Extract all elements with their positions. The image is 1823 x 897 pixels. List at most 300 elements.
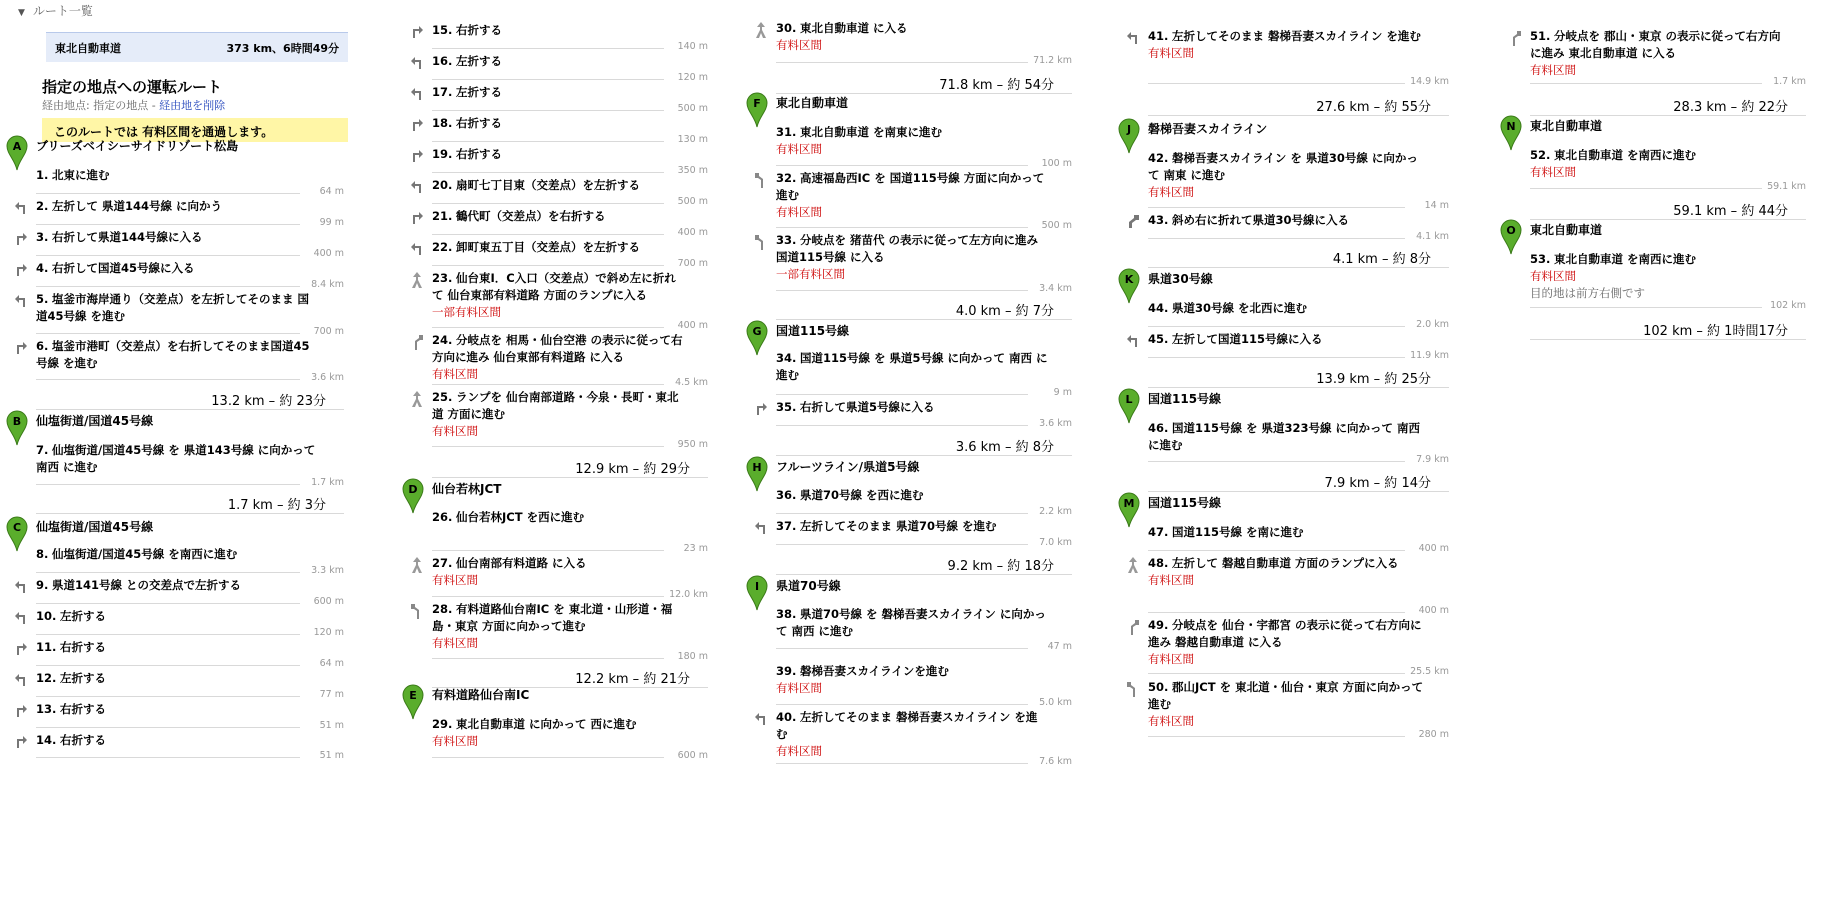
waypoint-label: 仙台若林JCT [432, 482, 502, 496]
svg-text:A: A [12, 140, 22, 153]
map-marker-icon[interactable] [746, 575, 768, 611]
svg-text:O: O [1506, 224, 1516, 237]
step-distance: 64 m [319, 186, 344, 197]
step-divider [1148, 550, 1405, 551]
step-divider [36, 255, 300, 256]
toll-section-label: 有料区間 [432, 636, 478, 650]
step-instruction: 左折する [60, 671, 107, 685]
step-instruction: 左折する [456, 85, 503, 99]
turn-left-icon [410, 55, 426, 71]
turn-left-icon [1126, 30, 1142, 46]
waypoint-label: 東北自動車道 [1530, 119, 1603, 133]
step-instruction: 右折して県道144号線に入る [52, 230, 203, 244]
step-instruction: 仙台若林JCT を西に進む [456, 510, 585, 524]
step-number: 42. [1148, 151, 1169, 165]
direction-step[interactable] [1530, 147, 1782, 181]
step-number: 33. [776, 233, 797, 247]
step-divider [36, 333, 300, 334]
keep-right-icon [410, 334, 426, 350]
direction-step[interactable] [776, 399, 1048, 416]
step-number: 53. [1530, 252, 1551, 266]
step-divider [776, 227, 1028, 228]
map-marker-icon[interactable] [1118, 492, 1140, 528]
segment-summary: 12.2 km – 約 21分 [575, 672, 690, 687]
direction-step[interactable] [776, 487, 1048, 504]
step-instruction: 東北自動車道 に向かって 西に進む [456, 717, 637, 731]
step-divider [1148, 83, 1405, 84]
route-summary-stats: 373 km、6時間49分 [226, 41, 339, 55]
step-instruction: 右折する [456, 147, 503, 161]
step-distance: 51 m [319, 720, 344, 731]
step-number: 11. [36, 640, 57, 654]
segment-summary: 4.0 km – 約 7分 [955, 304, 1054, 319]
step-distance: 3.6 km [311, 372, 344, 383]
step-instruction: 国道115号線 を南に進む [1172, 525, 1304, 539]
step-instruction: 右折する [456, 116, 503, 130]
step-instruction: 磐梯吾妻スカイライン を 県道30号線 に向かって 南東 に進む [1148, 151, 1418, 182]
step-number: 52. [1530, 148, 1551, 162]
direction-step[interactable] [432, 115, 684, 132]
route-list-label: ルート一覧 [32, 4, 93, 18]
step-divider [432, 141, 664, 142]
step-distance: 2.0 km [1416, 319, 1449, 330]
direction-step[interactable] [776, 170, 1048, 221]
step-distance: 3.6 km [1039, 418, 1072, 429]
step-divider [1530, 307, 1762, 308]
segment-summary: 13.2 km – 約 23分 [211, 394, 326, 409]
step-distance: 3.3 km [311, 565, 344, 576]
step-number: 14. [36, 733, 57, 747]
waypoint-label: フルーツライン/県道5号線 [776, 460, 920, 474]
step-distance: 500 m [1041, 220, 1072, 231]
step-divider [432, 550, 664, 551]
toll-section-label: 有料区間 [432, 734, 478, 748]
step-instruction: 右折して県道5号線に入る [800, 400, 935, 414]
waypoint-label: 東北自動車道 [776, 96, 849, 110]
waypoint-label: 県道30号線 [1148, 272, 1213, 286]
step-instruction: 左折してそのまま 磐梯吾妻スカイライン を進む [776, 710, 1038, 741]
step-number: 18. [432, 116, 453, 130]
toll-section-label: 有料区間 [432, 573, 478, 587]
step-distance: 400 m [313, 248, 344, 259]
step-instruction: 東北自動車道 を南東に進む [800, 125, 943, 139]
svg-text:J: J [1126, 123, 1132, 136]
map-marker-icon[interactable] [1118, 268, 1140, 304]
svg-text:G: G [752, 325, 762, 338]
direction-step[interactable] [432, 53, 684, 70]
step-number: 47. [1148, 525, 1169, 539]
direction-step[interactable] [1148, 331, 1425, 348]
keep-left-icon [754, 172, 770, 188]
toll-section-label: 有料区間 [1148, 714, 1194, 728]
keep-left-icon [754, 234, 770, 250]
step-number: 24. [432, 333, 453, 347]
step-instruction: 東北自動車道 を南西に進む [1554, 148, 1697, 162]
step-number: 10. [36, 609, 57, 623]
step-distance: 7.9 km [1416, 454, 1449, 465]
step-instruction: 右折する [60, 702, 107, 716]
direction-step[interactable] [1530, 28, 1782, 79]
step-divider [776, 648, 1028, 649]
step-number: 2. [36, 199, 49, 213]
step-instruction: 分岐点を 相馬・仙台空港 の表示に従って右方向に進み 仙台東部有料道路 に入る [432, 333, 683, 364]
direction-step[interactable] [776, 606, 1048, 640]
direction-step[interactable] [776, 232, 1048, 283]
turn-right-icon [14, 734, 30, 750]
step-instruction: 右折する [60, 640, 107, 654]
step-number: 27. [432, 556, 453, 570]
ramp-icon [410, 272, 426, 288]
step-distance: 400 m [677, 320, 708, 331]
toll-section-label: 一部有料区間 [432, 305, 501, 319]
route-summary-option[interactable] [46, 32, 348, 62]
direction-step[interactable] [1148, 679, 1425, 730]
segment-summary: 13.9 km – 約 25分 [1316, 372, 1431, 387]
step-instruction: 仙台南部有料道路 に入る [456, 556, 587, 570]
step-distance: 25.5 km [1410, 666, 1449, 677]
waypoint-label: 東北自動車道 [1530, 223, 1603, 237]
step-instruction: 分岐点を 仙台・宇都宮 の表示に従って右方向に進み 磐越自動車道 に入る [1148, 618, 1422, 649]
segment-divider [1148, 491, 1449, 492]
direction-step[interactable] [1148, 28, 1425, 62]
svg-text:I: I [754, 580, 760, 593]
direction-step[interactable] [432, 555, 684, 589]
waypoint-label: 磐梯吾妻スカイライン [1148, 122, 1268, 136]
step-divider [776, 544, 1028, 545]
direction-step[interactable] [432, 239, 684, 256]
segment-summary: 9.2 km – 約 18分 [947, 559, 1054, 574]
map-marker-icon[interactable] [746, 320, 768, 356]
remove-via-link[interactable]: 経由地を削除 [159, 99, 226, 112]
segment-summary: 28.3 km – 約 22分 [1673, 100, 1788, 115]
direction-step[interactable] [432, 389, 684, 440]
step-instruction: 磐梯吾妻スカイラインを進む [800, 664, 949, 678]
step-distance: 47 m [1047, 641, 1072, 652]
toll-section-label: 有料区間 [1148, 573, 1194, 587]
direction-step[interactable] [432, 509, 684, 526]
segment-divider [776, 455, 1072, 456]
step-instruction: 左折する [456, 54, 503, 68]
direction-step[interactable] [1148, 212, 1425, 229]
toll-section-label: 有料区間 [776, 142, 822, 156]
direction-step[interactable] [432, 84, 684, 101]
direction-step[interactable] [36, 167, 320, 184]
direction-step[interactable] [1148, 617, 1425, 668]
segment-summary: 3.6 km – 約 8分 [955, 440, 1054, 455]
step-divider [36, 193, 300, 194]
svg-text:K: K [1124, 273, 1134, 286]
step-distance: 400 m [1418, 605, 1449, 616]
keep-left-icon [410, 603, 426, 619]
direction-step[interactable] [1148, 420, 1425, 454]
step-number: 16. [432, 54, 453, 68]
step-divider [36, 224, 300, 225]
direction-step[interactable] [36, 260, 320, 277]
direction-step[interactable] [1148, 150, 1425, 201]
collapse-triangle-icon: ▼ [18, 8, 25, 18]
turn-left-icon [754, 711, 770, 727]
segment-divider [1530, 339, 1806, 340]
toll-section-label: 有料区間 [1530, 63, 1576, 77]
toll-section-label: 有料区間 [776, 681, 822, 695]
step-divider [36, 634, 300, 635]
direction-step[interactable] [1148, 555, 1425, 589]
segment-summary: 102 km – 約 1時間17分 [1643, 324, 1788, 339]
svg-text:M: M [1123, 497, 1135, 510]
step-distance: 180 m [677, 651, 708, 662]
toll-section-label: 有料区間 [1530, 165, 1576, 179]
direction-step[interactable] [36, 546, 320, 563]
step-instruction: 左折して国道115号線に入る [1172, 332, 1323, 346]
step-instruction: 東北自動車道 に入る [800, 21, 908, 35]
step-divider [432, 265, 664, 266]
direction-step[interactable] [776, 350, 1048, 384]
map-marker-icon[interactable] [6, 135, 28, 171]
direction-step[interactable] [432, 177, 684, 194]
step-instruction: 塩釜市海岸通り（交差点）を左折してそのまま 国道45号線 を進む [36, 292, 310, 323]
step-distance: 99 m [319, 217, 344, 228]
segment-divider [432, 477, 708, 478]
step-distance: 77 m [319, 689, 344, 700]
step-divider [776, 165, 1028, 166]
toll-warning: このルートでは 有料区間を通過します。 [42, 118, 348, 142]
toll-section-label: 有料区間 [776, 744, 822, 758]
step-divider [36, 484, 300, 485]
step-instruction: 分岐点を 郡山・東京 の表示に従って右方向に進み 東北自動車道 に入る [1530, 29, 1781, 60]
step-divider [432, 79, 664, 80]
step-divider [776, 62, 1028, 63]
step-instruction: 国道115号線 を 県道323号線 に向かって 南西 に進む [1148, 421, 1421, 452]
step-divider [776, 763, 1028, 764]
step-distance: 1.7 km [1773, 76, 1806, 87]
direction-step[interactable] [36, 229, 320, 246]
turn-left-icon [14, 579, 30, 595]
destination-note: 目的地は前方右側です [1530, 286, 1645, 300]
segment-summary: 1.7 km – 約 3分 [227, 498, 326, 513]
map-marker-icon[interactable] [1118, 118, 1140, 154]
step-distance: 600 m [313, 596, 344, 607]
direction-step[interactable] [36, 198, 320, 215]
map-marker-icon[interactable] [1500, 115, 1522, 151]
ramp-icon [410, 391, 426, 407]
step-number: 20. [432, 178, 453, 192]
step-number: 5. [36, 292, 49, 306]
step-number: 26. [432, 510, 453, 524]
step-instruction: ランプを 仙台南部道路・今泉・長町・東北道 方面に進む [432, 390, 679, 421]
segment-divider [776, 93, 1072, 94]
step-number: 50. [1148, 680, 1169, 694]
step-distance: 4.5 km [675, 377, 708, 388]
step-instruction: 卸町東五丁目（交差点）を左折する [456, 240, 641, 254]
step-distance: 500 m [677, 103, 708, 114]
direction-step[interactable] [432, 601, 684, 652]
step-distance: 59.1 km [1767, 181, 1806, 192]
step-distance: 140 m [677, 41, 708, 52]
direction-step[interactable] [432, 716, 684, 750]
direction-step[interactable] [1148, 300, 1425, 317]
step-instruction: 左折して 県道144号線 に向かう [52, 199, 223, 213]
waypoint-label: 県道70号線 [776, 579, 841, 593]
svg-text:B: B [12, 415, 22, 428]
direction-step[interactable] [432, 270, 684, 321]
step-divider [432, 203, 664, 204]
direction-step[interactable] [36, 732, 320, 749]
step-divider [776, 394, 1028, 395]
step-divider [36, 696, 300, 697]
direction-step[interactable] [36, 338, 320, 372]
direction-step[interactable] [432, 208, 684, 225]
slight-right-icon [1126, 214, 1142, 230]
direction-step[interactable] [776, 20, 1048, 54]
turn-right-icon [14, 340, 30, 356]
step-distance: 5.0 km [1039, 697, 1072, 708]
step-divider [432, 48, 664, 49]
step-divider [432, 110, 664, 111]
step-number: 21. [432, 209, 453, 223]
step-distance: 4.1 km [1416, 231, 1449, 242]
map-marker-icon[interactable] [6, 516, 28, 552]
turn-right-icon [410, 117, 426, 133]
step-number: 9. [36, 578, 49, 592]
step-instruction: 仙塩街道/国道45号線 を南西に進む [52, 547, 238, 561]
step-instruction: 右折する [456, 23, 503, 37]
step-divider [1148, 673, 1405, 674]
map-marker-icon[interactable] [1500, 219, 1522, 255]
step-number: 34. [776, 351, 797, 365]
map-marker-icon[interactable] [1118, 388, 1140, 424]
direction-step[interactable] [776, 124, 1048, 158]
direction-step[interactable] [36, 608, 320, 625]
direction-step[interactable] [432, 22, 684, 39]
map-marker-icon[interactable] [402, 684, 424, 720]
svg-text:F: F [753, 97, 761, 110]
step-distance: 500 m [677, 196, 708, 207]
step-number: 43. [1148, 213, 1169, 227]
ramp-icon [754, 22, 770, 38]
step-distance: 1.7 km [311, 477, 344, 488]
step-number: 51. [1530, 29, 1551, 43]
turn-right-icon [410, 148, 426, 164]
step-distance: 9 m [1053, 387, 1072, 398]
direction-step[interactable] [776, 709, 1048, 760]
step-number: 44. [1148, 301, 1169, 315]
step-instruction: 県道70号線 を 磐梯吾妻スカイライン に向かって 南西 に進む [776, 607, 1046, 638]
svg-text:E: E [409, 689, 417, 702]
step-distance: 600 m [677, 750, 708, 761]
step-distance: 950 m [677, 439, 708, 450]
step-distance: 7.6 km [1039, 756, 1072, 767]
turn-left-icon [1126, 333, 1142, 349]
step-number: 4. [36, 261, 49, 275]
step-divider [36, 286, 300, 287]
step-distance: 400 m [1418, 543, 1449, 554]
toll-section-label: 有料区間 [1530, 269, 1576, 283]
turn-left-icon [14, 610, 30, 626]
direction-step[interactable] [36, 577, 320, 594]
turn-left-icon [410, 179, 426, 195]
waypoint-label: 有料道路仙台南IC [432, 688, 530, 702]
toll-section-label: 有料区間 [1148, 46, 1194, 60]
step-divider [1148, 357, 1405, 358]
map-marker-icon[interactable] [746, 92, 768, 128]
toll-section-label: 有料区間 [1148, 652, 1194, 666]
keep-right-icon [1126, 619, 1142, 635]
direction-step[interactable] [36, 291, 320, 325]
step-divider [432, 327, 664, 328]
direction-step[interactable] [36, 670, 320, 687]
direction-step[interactable] [36, 701, 320, 718]
step-divider [432, 384, 664, 385]
step-divider [432, 596, 664, 597]
toll-section-label: 有料区間 [776, 38, 822, 52]
segment-divider [432, 687, 708, 688]
step-instruction: 左折してそのまま 磐梯吾妻スカイライン を進む [1172, 29, 1421, 43]
waypoint-label: 国道115号線 [1148, 392, 1222, 406]
step-divider [776, 513, 1028, 514]
svg-text:L: L [1125, 393, 1133, 406]
step-divider [776, 704, 1028, 705]
map-marker-icon[interactable] [746, 456, 768, 492]
turn-right-icon [14, 641, 30, 657]
segment-divider [1530, 219, 1806, 220]
segment-divider [36, 409, 344, 410]
step-distance: 11.9 km [1410, 350, 1449, 361]
direction-step[interactable] [1148, 524, 1425, 541]
segment-divider [1530, 115, 1806, 116]
step-number: 25. [432, 390, 453, 404]
route-list-toggle[interactable] [18, 2, 93, 19]
step-divider [36, 603, 300, 604]
step-instruction: 扇町七丁目東（交差点）を左折する [456, 178, 641, 192]
direction-step[interactable] [776, 518, 1048, 535]
step-divider [1148, 612, 1405, 613]
segment-divider [1148, 115, 1449, 116]
step-number: 49. [1148, 618, 1169, 632]
map-marker-icon[interactable] [402, 478, 424, 514]
step-divider [432, 172, 664, 173]
direction-step[interactable] [432, 332, 684, 383]
segment-divider [776, 319, 1072, 320]
step-distance: 14 m [1424, 200, 1449, 211]
step-instruction: 国道115号線 を 県道5号線 に向かって 南西 に進む [776, 351, 1048, 382]
toll-section-label: 有料区間 [1148, 185, 1194, 199]
segment-summary: 71.8 km – 約 54分 [939, 78, 1054, 93]
direction-step[interactable] [36, 639, 320, 656]
step-instruction: 県道141号線 との交差点で左折する [52, 578, 242, 592]
step-divider [432, 757, 664, 758]
step-distance: 12.0 km [669, 589, 708, 600]
direction-step[interactable] [36, 442, 320, 476]
step-number: 22. [432, 240, 453, 254]
step-instruction: 斜め右に折れて県道30号線に入る [1172, 213, 1350, 227]
step-divider [36, 727, 300, 728]
route-title: 指定の地点への運転ルート [42, 78, 223, 96]
map-marker-icon[interactable] [6, 410, 28, 446]
step-distance: 71.2 km [1033, 55, 1072, 66]
step-divider [1530, 188, 1762, 189]
direction-step[interactable] [1530, 251, 1782, 302]
segment-divider [36, 513, 344, 514]
direction-step[interactable] [776, 663, 1048, 697]
step-instruction: 仙塩街道/国道45号線 を 県道143号線 に向かって 南西 に進む [36, 443, 316, 474]
step-divider [1148, 207, 1405, 208]
step-number: 48. [1148, 556, 1169, 570]
step-divider [432, 234, 664, 235]
direction-step[interactable] [432, 146, 684, 163]
step-divider [36, 379, 300, 380]
step-number: 17. [432, 85, 453, 99]
step-number: 3. [36, 230, 49, 244]
